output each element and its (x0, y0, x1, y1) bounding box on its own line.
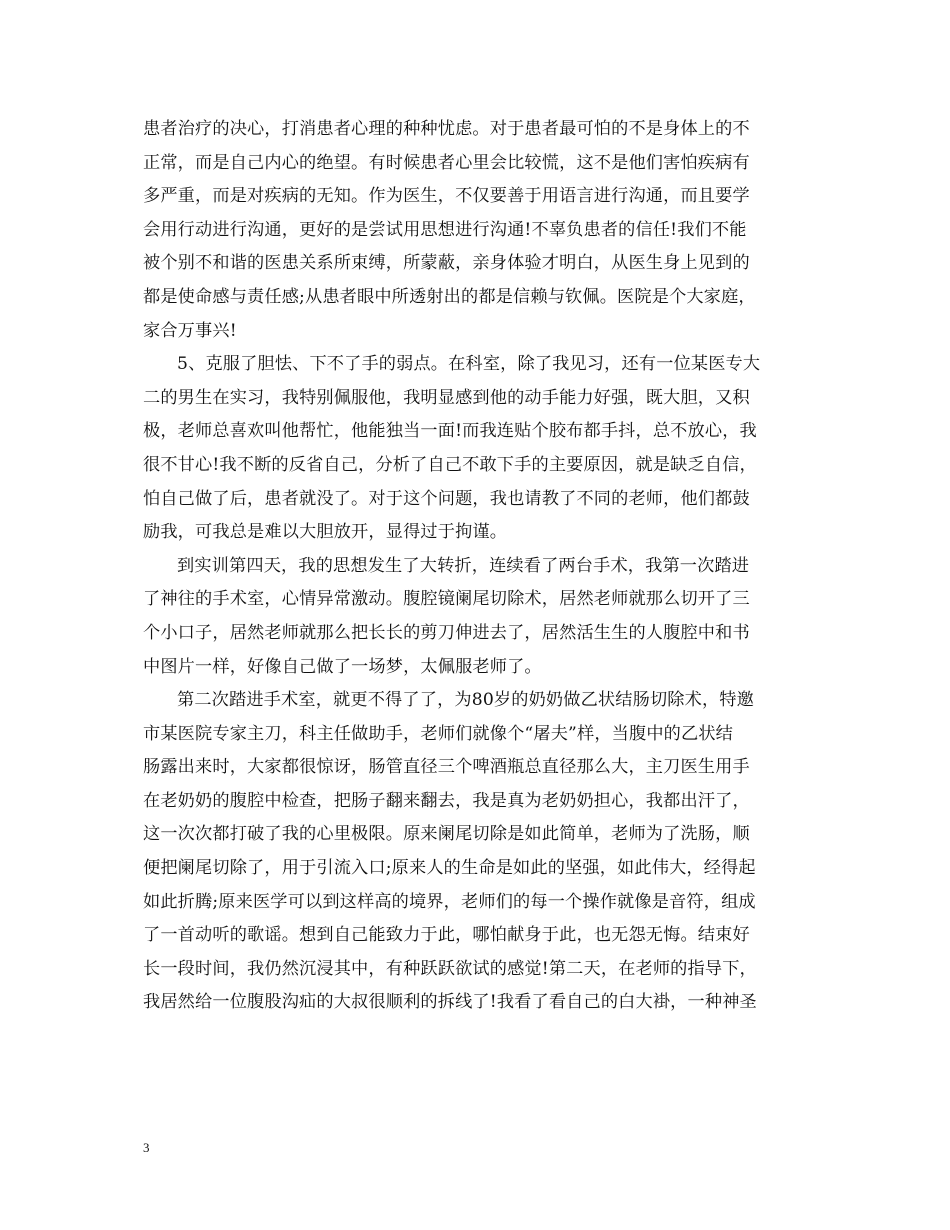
text-line: 便把阑尾切除了，用于引流入口;原来人的生命是如此的坚强，如此伟大，经得起 (143, 858, 756, 879)
text-line: 家合万事兴! (143, 320, 237, 341)
page-number: 3 (143, 1140, 150, 1155)
text-line: 了一首动听的歌谣。想到自己能致力于此，哪怕献身于此，也无怨无悔。结束好 (143, 925, 750, 946)
text-line: 这一次次都打破了我的心里极限。原来阑尾切除是如此简单，老师为了洗肠，顺 (143, 824, 750, 845)
text-line: 长一段时间，我仍然沉浸其中，有种跃跃欲试的感觉!第二天，在老师的指导下， (143, 958, 757, 979)
text-line: 肠露出来时，大家都很惊讶，肠管直径三个啤酒瓶总直径那么大，主刀医生用手 (143, 757, 750, 778)
text-line: 会用行动进行沟通，更好的是尝试用思想进行沟通!不辜负患者的信任!我们不能 (143, 219, 747, 240)
text-line: 正常，而是自己内心的绝望。有时候患者心里会比较慌，这不是他们害怕疾病有 (143, 152, 750, 173)
text-line: 市某医院专家主刀，科主任做助手，老师们就像个“屠夫”样，当腹中的乙状结 (143, 723, 734, 744)
text-line: 励我，可我总是难以大胆放开，显得过于拘谨。 (143, 522, 508, 543)
text-line: 极，老师总喜欢叫他帮忙，他能独当一面!而我连贴个胶布都手抖，总不放心，我 (143, 421, 757, 442)
text-line: 二的男生在实习，我特别佩服他，我明显感到他的动手能力好强，既大胆，又积 (143, 387, 750, 408)
text-line: 我居然给一位腹股沟疝的大叔很顺利的拆线了!我看了看自己的白大褂，一种神圣 (143, 992, 757, 1013)
text-line: 第二次踏进手术室，就更不得了了，为80岁的奶奶做乙状结肠切除术，特邀 (177, 690, 754, 711)
text-line: 5、克服了胆怯、下不了手的弱点。在科室，除了我见习，还有一位某医专大 (177, 354, 761, 375)
text-line: 被个别不和谐的医患关系所束缚，所蒙蔽，亲身体验才明白，从医生身上见到的 (143, 253, 750, 274)
text-line: 个小口子，居然老师就那么把长长的剪刀伸进去了，居然活生生的人腹腔中和书 (143, 622, 750, 643)
text-line: 在老奶奶的腹腔中检查，把肠子翻来翻去，我是真为老奶奶担心，我都出汗了， (143, 790, 750, 811)
text-line: 到实训第四天，我的思想发生了大转折，连续看了两台手术，我第一次踏进 (177, 555, 750, 576)
body-text (143, 113, 813, 1020)
text-line: 患者治疗的决心，打消患者心理的种种忧虑。对于患者最可怕的不是身体上的不 (143, 119, 750, 139)
text-line: 中图片一样，好像自己做了一场梦，太佩服老师了。 (143, 656, 542, 677)
text-line: 多严重，而是对疾病的无知。作为医生，不仅要善于用语言进行沟通，而且要学 (143, 186, 750, 207)
text-line: 如此折腾;原来医学可以到这样高的境界，老师们的每一个操作就像是音符，组成 (143, 891, 756, 912)
text-line: 很不甘心!我不断的反省自己，分析了自己不敢下手的主要原因，就是缺乏自信， (143, 454, 757, 475)
text-line: 都是使命感与责任感;从患者眼中所透射出的都是信赖与钦佩。医院是个大家庭， (143, 286, 756, 307)
text-line: 了神往的手术室，心情异常激动。腹腔镜阑尾切除术，居然老师就那么切开了三 (143, 589, 750, 610)
text-line: 怕自己做了后，患者就没了。对于这个问题，我也请教了不同的老师，他们都鼓 (143, 488, 750, 509)
